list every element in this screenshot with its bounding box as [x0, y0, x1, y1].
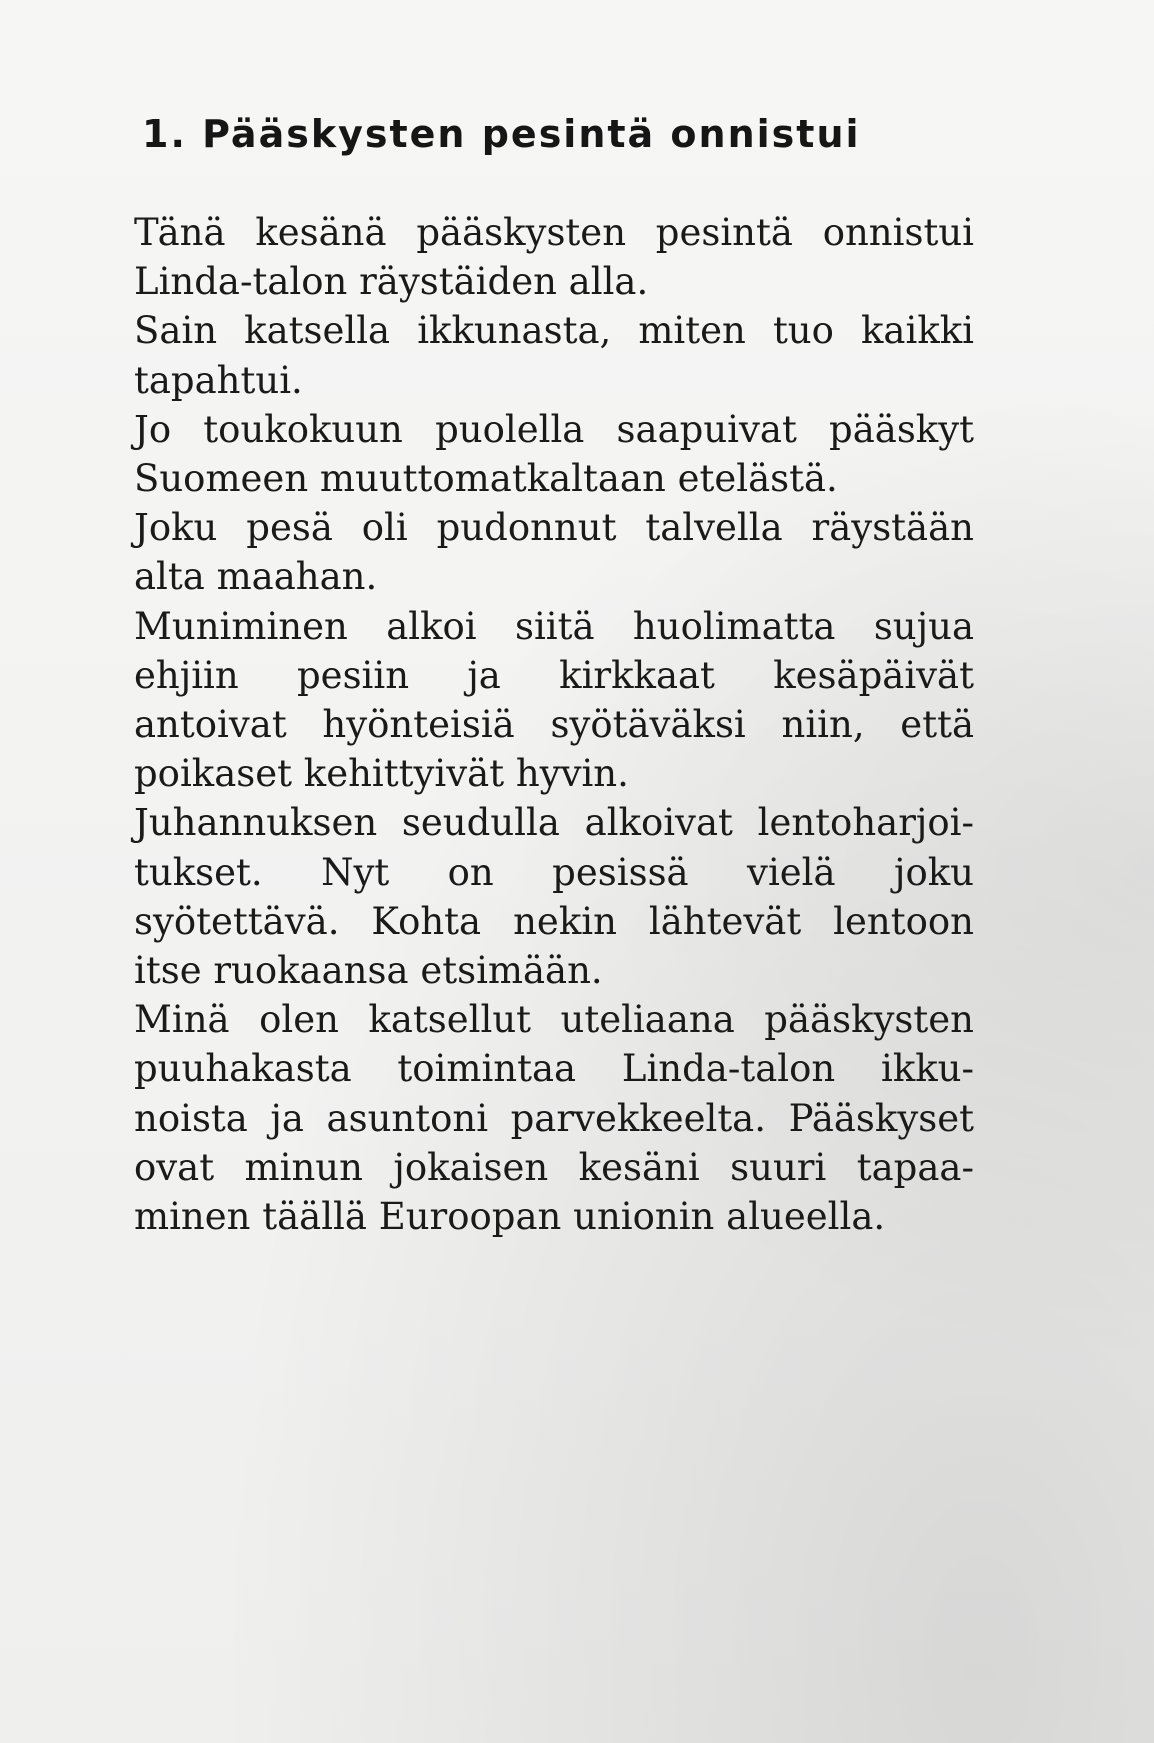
- poem-line: syötettävä. Kohta nekin lähtevät lentoon: [134, 899, 974, 943]
- poem-line: alta maahan.: [134, 555, 378, 599]
- chapter-title: 1. Pääskysten pesintä onnistui: [142, 112, 861, 156]
- poem-line: Muniminen alkoi siitä huolimatta sujua: [134, 604, 974, 648]
- poem-line: antoivat hyönteisiä syötäväksi niin, että: [134, 703, 974, 747]
- poem-line: tukset. Nyt on pesissä vielä joku: [134, 850, 974, 894]
- poem-line: minen täällä Euroopan unionin alueella.: [134, 1195, 886, 1239]
- poem-line: Minä olen katsellut uteliaana pääskysten: [134, 998, 974, 1042]
- poem-line: Joku pesä oli pudonnut talvella räystään: [134, 506, 974, 550]
- poem-line: Tänä kesänä pääskysten pesintä onnistui: [134, 211, 974, 254]
- poem-line: Jo toukokuun puolella saapuivat pääskyt: [134, 407, 974, 451]
- poem-line: poikaset kehittyivät hyvin.: [134, 752, 629, 796]
- poem-line: Linda-talon räystäiden alla.: [134, 260, 649, 304]
- poem-line: noista ja asuntoni parvekkeelta. Pääskyset: [134, 1096, 974, 1140]
- poem-line: Sain katsella ikkunasta, miten tuo kaikki: [134, 309, 974, 353]
- page-content: [134, 112, 974, 1241]
- poem-body: [134, 208, 974, 1241]
- poem-line: Juhannuksen seudulla alkoivat lentoharjoi-: [134, 801, 974, 845]
- poem-line: itse ruokaansa etsimään.: [134, 949, 603, 993]
- poem-line: puuhakasta toimintaa Linda-talon ikku-: [134, 1047, 974, 1091]
- poem-line: ehjiin pesiin ja kirkkaat kesäpäivät: [134, 653, 974, 697]
- poem-line: Suomeen muuttomatkaltaan etelästä.: [134, 457, 838, 501]
- poem-line: ovat minun jokaisen kesäni suuri tapaa-: [134, 1145, 974, 1189]
- poem-line: tapahtui.: [134, 358, 303, 402]
